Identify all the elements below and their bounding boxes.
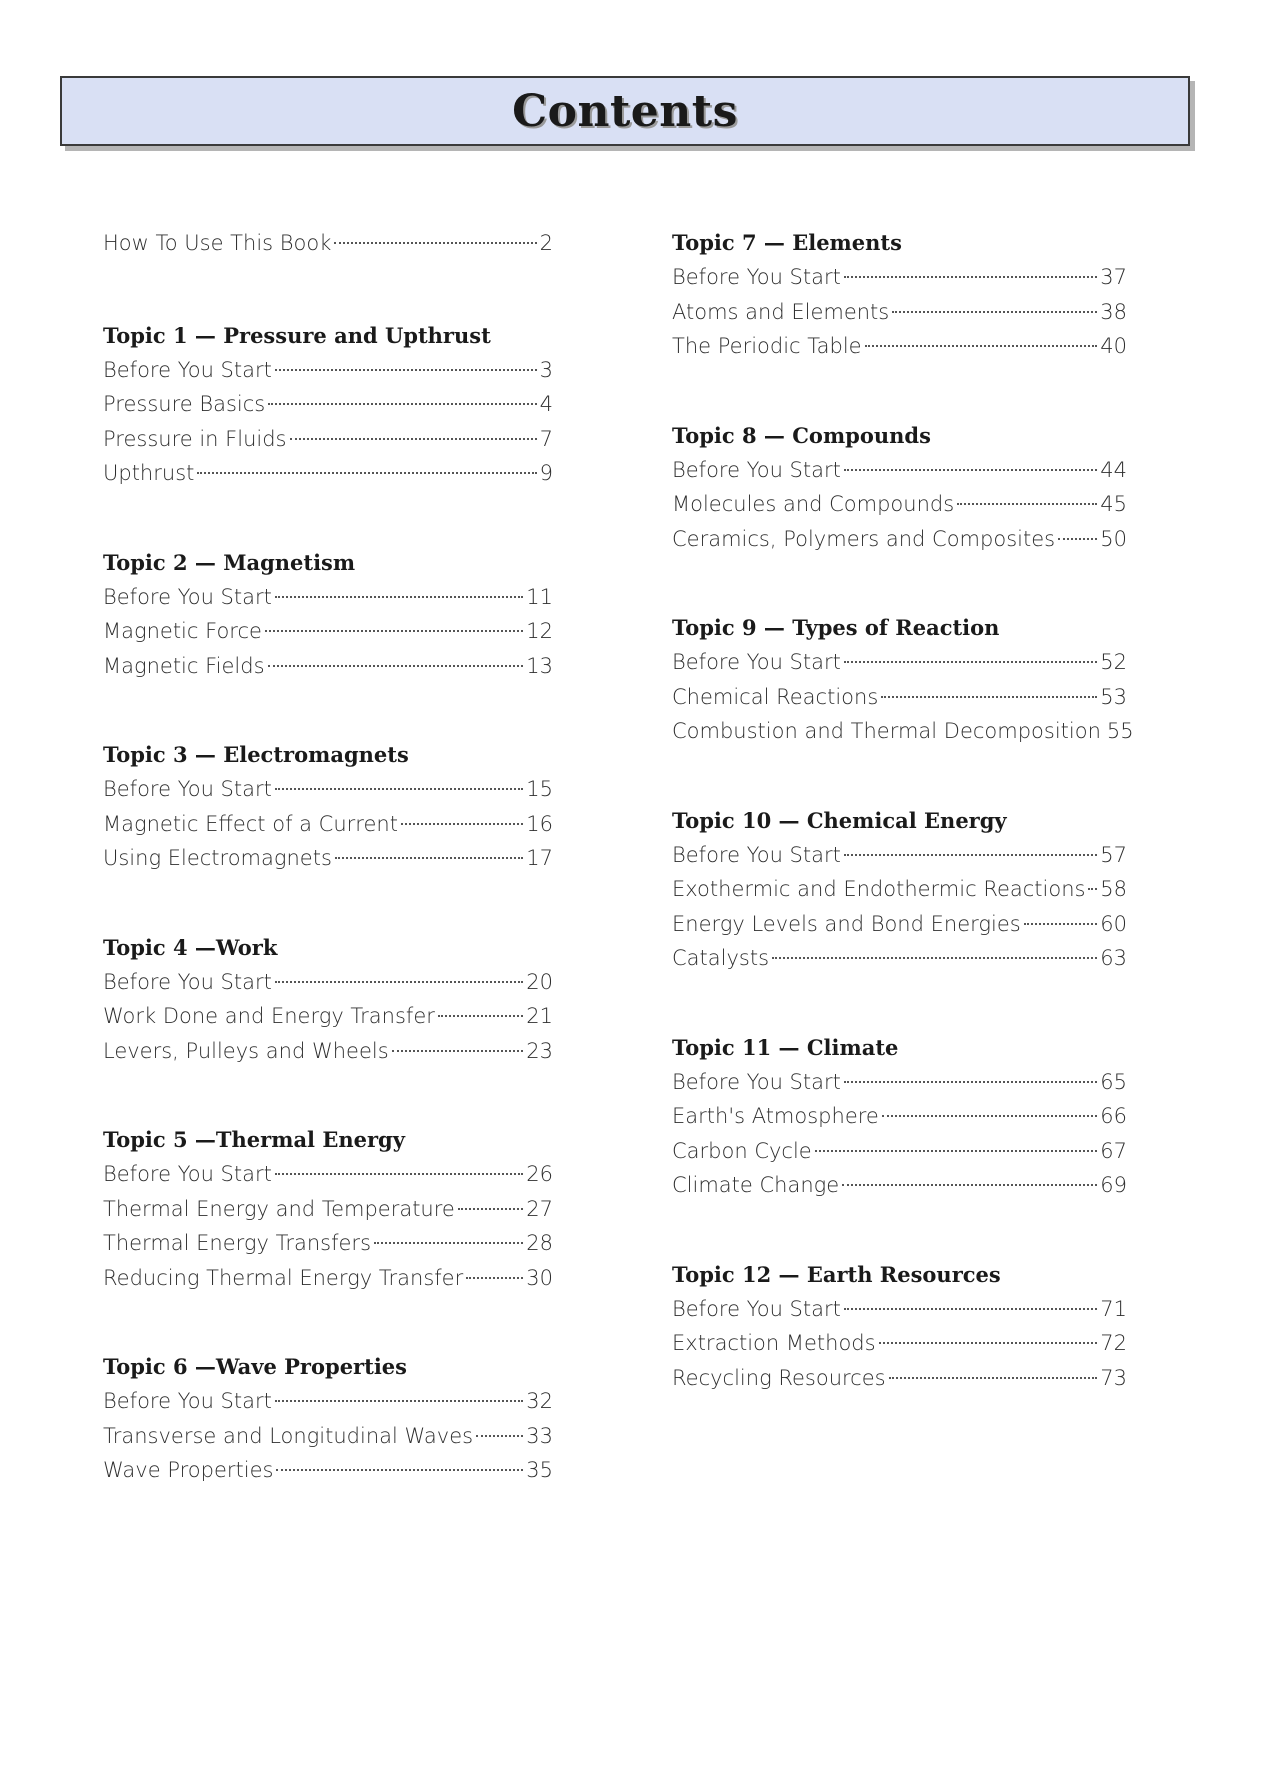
toc-entry-page: 60: [1100, 911, 1127, 936]
toc-entry-page: 11: [526, 584, 553, 609]
toc-entry[interactable]: [103, 1157, 553, 1192]
toc-entry-page: 28: [526, 1231, 553, 1255]
dot-leader: [1088, 888, 1097, 890]
dot-leader: [879, 1342, 1098, 1344]
topic-section: [103, 546, 553, 684]
dot-leader: [466, 1277, 523, 1279]
toc-entry-page: 32: [526, 1389, 553, 1413]
toc-entry-page: 9: [539, 461, 553, 485]
toc-entry-label: Before You Start: [103, 357, 272, 382]
toc-entry-page: 33: [526, 1423, 553, 1448]
dot-leader: [458, 1208, 523, 1210]
toc-entry-label: Transverse and Longitudinal Waves: [103, 1423, 474, 1448]
toc-entry-label: Catalysts: [672, 946, 770, 970]
dot-leader: [844, 1308, 1097, 1310]
toc-entry-page: 30: [526, 1265, 553, 1290]
toc-entry-label: The Periodic Table: [672, 334, 862, 358]
toc-entry-label: Thermal Energy Transfers: [103, 1231, 372, 1255]
toc-entry-page: 23: [526, 1038, 553, 1063]
dot-leader: [374, 1242, 523, 1244]
toc-entry[interactable]: [103, 772, 553, 807]
toc-entry-label: Upthrust: [103, 461, 195, 485]
toc-entry[interactable]: [103, 387, 553, 422]
topic-section: [103, 1350, 553, 1488]
toc-entry[interactable]: [672, 1065, 1127, 1100]
toc-entry-label: Before You Start: [103, 584, 272, 609]
dot-leader: [882, 1115, 1097, 1117]
toc-entry-label: Ceramics, Polymers and Composites: [672, 526, 1056, 551]
toc-entry-page: 67: [1100, 1138, 1127, 1163]
topic-heading[interactable]: Topic 5 —Thermal Energy: [103, 1127, 405, 1152]
toc-entry[interactable]: [672, 872, 1127, 907]
toc-entry-page: 53: [1100, 684, 1127, 709]
toc-entry[interactable]: [672, 487, 1127, 522]
contents-title-banner: [60, 76, 1190, 146]
toc-entry-page: 17: [526, 846, 553, 870]
toc-entry-page: 50: [1100, 526, 1127, 551]
toc-entry[interactable]: [672, 1134, 1127, 1169]
dot-leader: [844, 276, 1097, 278]
toc-entry[interactable]: [672, 1326, 1127, 1361]
dot-leader: [892, 311, 1097, 313]
dot-leader: [197, 472, 536, 474]
toc-entry-label: Before You Start: [103, 777, 272, 801]
toc-entry-page: 12: [526, 619, 553, 643]
toc-entry-label: Thermal Energy and Temperature: [103, 1196, 455, 1221]
toc-entry[interactable]: [672, 1099, 1127, 1134]
topic-heading[interactable]: Topic 7 — Elements: [672, 230, 902, 255]
topic-section: [103, 931, 553, 1069]
toc-entry-label: Exothermic and Endothermic Reactions: [672, 877, 1086, 901]
dot-leader: [275, 788, 523, 790]
toc-entry-label: Before You Start: [672, 650, 841, 674]
toc-entry[interactable]: [103, 456, 553, 491]
toc-entry[interactable]: [103, 807, 553, 842]
toc-entry[interactable]: [672, 907, 1127, 942]
toc-entry[interactable]: [672, 453, 1127, 488]
toc-entry-page: 27: [526, 1196, 553, 1221]
toc-entry-label: Before You Start: [672, 1296, 841, 1321]
dot-leader: [772, 957, 1097, 959]
topic-section: [672, 611, 1134, 749]
dot-leader: [957, 503, 1097, 505]
toc-entry-label: Before You Start: [103, 1162, 272, 1186]
toc-entry-label: Wave Properties: [103, 1458, 274, 1482]
toc-entry-label: Pressure in Fluids: [103, 426, 287, 451]
dot-leader: [865, 345, 1098, 347]
toc-entry-label: Recycling Resources: [672, 1365, 886, 1390]
topic-heading[interactable]: Topic 11 — Climate: [672, 1034, 899, 1060]
toc-entry-page: 26: [526, 1162, 553, 1186]
toc-entry-page: 37: [1100, 265, 1127, 289]
topic-section: [672, 1031, 1127, 1203]
toc-entry[interactable]: [103, 226, 553, 261]
toc-entry[interactable]: [103, 649, 553, 684]
toc-entry-page: 15: [526, 777, 553, 801]
toc-entry-page: 45: [1100, 492, 1127, 516]
toc-entry[interactable]: [672, 1292, 1127, 1327]
toc-entry-page: 71: [1100, 1296, 1127, 1321]
intro-section: [103, 226, 553, 261]
dot-leader: [401, 823, 523, 825]
toc-entry[interactable]: [672, 714, 1134, 749]
topic-heading[interactable]: Topic 2 — Magnetism: [103, 549, 356, 575]
dot-leader: [334, 242, 536, 244]
dot-leader: [335, 857, 523, 859]
topic-section: [103, 319, 553, 491]
dot-leader: [392, 1050, 524, 1052]
toc-entry-label: Magnetic Effect of a Current: [103, 811, 398, 836]
toc-entry-page: 40: [1100, 334, 1127, 358]
toc-entry-label: Before You Start: [672, 265, 841, 289]
topic-section: [672, 226, 1127, 364]
topic-heading[interactable]: Topic 3 — Electromagnets: [103, 742, 409, 767]
topic-section: [103, 1123, 553, 1295]
dot-leader: [889, 1377, 1098, 1379]
dot-leader: [1024, 923, 1098, 925]
topic-section: [672, 1258, 1127, 1396]
toc-entry-label: Pressure Basics: [103, 392, 266, 416]
dot-leader: [275, 1400, 523, 1402]
toc-entry-label: Before You Start: [103, 1389, 272, 1413]
toc-entry-label: Before You Start: [103, 969, 272, 994]
toc-entry[interactable]: [103, 353, 553, 388]
toc-entry-page: 66: [1100, 1104, 1127, 1128]
toc-entry[interactable]: [672, 680, 1127, 715]
toc-entry-label: Using Electromagnets: [103, 846, 332, 870]
dot-leader: [842, 1184, 1097, 1186]
toc-entry-label: Extraction Methods: [672, 1331, 876, 1355]
dot-leader: [276, 1469, 523, 1471]
toc-entry-page: 44: [1100, 457, 1127, 482]
dot-leader: [268, 403, 536, 405]
dot-leader: [844, 661, 1097, 663]
toc-entry-page: 4: [539, 392, 553, 416]
toc-entry[interactable]: [672, 1361, 1127, 1396]
toc-entry-label: Chemical Reactions: [672, 684, 879, 709]
toc-entry[interactable]: [103, 1453, 553, 1488]
dot-leader: [265, 630, 523, 632]
toc-entry-page: 35: [526, 1458, 553, 1482]
toc-entry-page: 55: [1106, 719, 1134, 743]
topic-section: [672, 804, 1127, 976]
dot-leader: [268, 665, 524, 667]
toc-entry-label: Before You Start: [672, 1069, 841, 1094]
topic-heading[interactable]: Topic 10 — Chemical Energy: [672, 807, 1007, 833]
toc-entry-label: Molecules and Compounds: [672, 492, 955, 516]
toc-entry[interactable]: [672, 838, 1127, 873]
topic-heading[interactable]: Topic 8 — Compounds: [672, 422, 931, 448]
toc-entry-page: 65: [1100, 1069, 1127, 1094]
toc-entry[interactable]: [103, 1226, 553, 1261]
toc-entry-label: How To Use This Book: [103, 231, 332, 255]
toc-entry[interactable]: [103, 422, 553, 457]
toc-entry-label: Atoms and Elements: [672, 299, 890, 324]
toc-entry-label: Energy Levels and Bond Energies: [672, 911, 1021, 936]
toc-entry-page: 57: [1100, 842, 1127, 867]
toc-entry-page: 21: [526, 1004, 553, 1028]
toc-entry-page: 7: [539, 426, 553, 451]
topic-heading[interactable]: Topic 4 —Work: [103, 934, 278, 960]
topic-heading[interactable]: Topic 12 — Earth Resources: [672, 1261, 1001, 1287]
toc-entry[interactable]: [103, 1192, 553, 1227]
dot-leader: [881, 696, 1097, 698]
contents-column-left: [103, 226, 553, 1543]
dot-leader: [844, 1081, 1097, 1083]
toc-entry[interactable]: [672, 329, 1127, 364]
topic-section: [672, 419, 1127, 557]
toc-entry-label: Reducing Thermal Energy Transfer: [103, 1265, 464, 1290]
toc-entry[interactable]: [103, 841, 553, 876]
toc-entry[interactable]: [103, 1261, 553, 1296]
dot-leader: [476, 1435, 523, 1437]
contents-column-right: [672, 226, 1134, 1450]
toc-entry-label: Work Done and Energy Transfer: [103, 1004, 435, 1028]
toc-entry-page: 69: [1100, 1173, 1127, 1197]
toc-entry-page: 16: [526, 811, 553, 836]
dot-leader: [275, 1173, 523, 1175]
toc-entry[interactable]: [672, 260, 1127, 295]
toc-entry-page: 63: [1100, 946, 1127, 970]
toc-entry[interactable]: [672, 645, 1127, 680]
toc-entry-label: Magnetic Fields: [103, 653, 265, 678]
toc-entry-label: Earth's Atmosphere: [672, 1104, 879, 1128]
toc-entry[interactable]: [103, 580, 553, 615]
toc-entry[interactable]: [672, 295, 1127, 330]
toc-entry[interactable]: [103, 965, 553, 1000]
toc-entry[interactable]: [672, 1168, 1127, 1203]
dot-leader: [438, 1015, 523, 1017]
dot-leader: [290, 438, 537, 440]
toc-entry-page: 3: [539, 357, 553, 382]
dot-leader: [275, 596, 523, 598]
toc-entry-page: 2: [539, 231, 553, 255]
topic-heading[interactable]: Topic 6 —Wave Properties: [103, 1354, 407, 1379]
toc-entry-label: Levers, Pulleys and Wheels: [103, 1038, 389, 1063]
dot-leader: [275, 981, 523, 983]
toc-entry[interactable]: [103, 999, 553, 1034]
topic-section: [103, 738, 553, 876]
toc-entry-label: Climate Change: [672, 1173, 840, 1197]
toc-entry-page: 20: [526, 969, 553, 994]
toc-entry[interactable]: [672, 522, 1127, 557]
toc-entry-label: Before You Start: [672, 842, 841, 867]
toc-entry-page: 38: [1100, 299, 1127, 324]
toc-entry-label: Combustion and Thermal Decomposition: [672, 719, 1101, 743]
toc-entry[interactable]: [672, 941, 1127, 976]
toc-entry-label: Carbon Cycle: [672, 1138, 812, 1163]
toc-entry[interactable]: [103, 614, 553, 649]
dot-leader: [844, 854, 1097, 856]
toc-entry[interactable]: [103, 1384, 553, 1419]
topic-heading[interactable]: Topic 1 — Pressure and Upthrust: [103, 322, 491, 348]
toc-entry[interactable]: [103, 1034, 553, 1069]
toc-entry-label: Before You Start: [672, 457, 841, 482]
toc-entry-page: 13: [526, 653, 553, 678]
toc-entry-page: 52: [1100, 650, 1127, 674]
toc-entry[interactable]: [103, 1419, 553, 1454]
toc-entry-page: 58: [1100, 877, 1127, 901]
dot-leader: [844, 469, 1097, 471]
toc-entry-label: Magnetic Force: [103, 619, 262, 643]
toc-entry-page: 72: [1100, 1331, 1127, 1355]
topic-heading[interactable]: Topic 9 — Types of Reaction: [672, 615, 1000, 640]
toc-entry-page: 73: [1100, 1365, 1127, 1390]
dot-leader: [275, 369, 537, 371]
dot-leader: [1058, 538, 1097, 540]
dot-leader: [815, 1150, 1098, 1152]
page-title: Contents: [512, 85, 738, 137]
